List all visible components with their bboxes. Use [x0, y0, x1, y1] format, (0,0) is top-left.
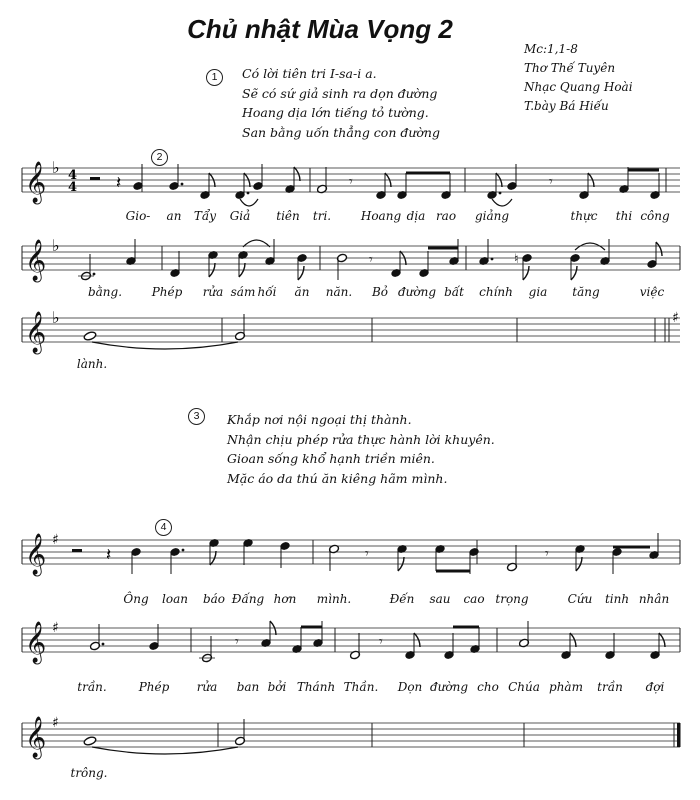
song-title: Chủ nhật Mùa Vọng 2	[187, 14, 453, 44]
lyric-syllable: Phép	[138, 680, 170, 694]
lyric-syllable: hơn	[273, 592, 297, 606]
flat-icon: ♭	[52, 236, 60, 255]
note-dot	[491, 258, 494, 261]
lyric-syllable: nhân	[638, 592, 670, 606]
lyric-syllable: dịa	[406, 209, 426, 223]
treble-clef-icon: 𝄞	[25, 534, 47, 575]
lyric-syllable: ban	[236, 680, 260, 694]
scripture-ref: Mc:1,1-8	[524, 42, 578, 56]
half-rest	[72, 549, 82, 552]
lyric-syllable: tiên	[276, 209, 300, 223]
time-signature-top: 4	[68, 168, 78, 183]
lyric-syllable: rao	[435, 209, 457, 223]
lyric-syllable: tăng	[572, 285, 600, 299]
lyric-syllable: đường	[429, 680, 469, 694]
verse-3-line: Khắp nơi nội ngoại thị thành.	[227, 412, 412, 427]
natural-icon: ♮	[514, 252, 519, 267]
tie-arc	[492, 199, 512, 206]
final-barline	[677, 723, 681, 747]
lyric-syllable: thi	[615, 209, 633, 223]
note-flag	[656, 242, 662, 256]
lyric-syllable: lành.	[76, 357, 108, 371]
verse-3-number: 3	[188, 408, 205, 425]
treble-clef-icon: 𝄞	[25, 717, 47, 758]
eighth-rest: 𝄾	[545, 546, 549, 562]
sharp-icon: ♯	[52, 715, 59, 731]
eighth-rest: 𝄾	[379, 634, 383, 650]
lyric-syllable: Cứu	[567, 592, 593, 606]
lyric-syllable: bất	[444, 285, 464, 299]
lyric-syllable: đợi	[645, 680, 665, 694]
rehearsal-mark-2: 2	[151, 149, 168, 166]
tie-arc	[575, 243, 605, 250]
lyric-syllable: chính	[479, 285, 513, 299]
note-dot	[102, 643, 105, 646]
tie-arc	[92, 747, 238, 754]
lyric-syllable: trọng	[495, 592, 529, 606]
flat-icon: ♭	[52, 158, 60, 177]
lyric-syllable: trần.	[77, 680, 107, 694]
lyric-syllable: mình.	[316, 592, 352, 606]
treble-clef-icon: 𝄞	[25, 622, 47, 663]
lyric-syllable: an	[166, 209, 182, 223]
lyric-syllable: hối	[257, 285, 277, 299]
lyric-syllable: cho	[477, 680, 499, 694]
lyric-syllable: gia	[528, 285, 548, 299]
lyric-syllable: rửa	[196, 680, 218, 694]
lyric-syllable: Thần.	[343, 680, 379, 694]
verse-3-line: Gioan sống khổ hạnh triền miên.	[227, 451, 435, 466]
lyric-syllable: trông.	[70, 766, 108, 780]
lyric-syllable: năn.	[325, 285, 353, 299]
lyric-syllable: Dọn	[397, 680, 423, 694]
flat-icon: ♭	[52, 308, 60, 327]
verse-1-line: San bằng uốn thẳng con đường	[242, 124, 440, 140]
lyric-syllable: bằng.	[87, 285, 123, 299]
lyric-syllable: cao	[463, 592, 485, 606]
note-head	[83, 331, 97, 341]
note-dot	[93, 273, 96, 276]
lyric-syllable: sau	[429, 592, 451, 606]
lyric-syllable: Gio-	[125, 209, 151, 223]
eighth-rest: 𝄾	[235, 634, 239, 650]
sharp-icon: ♯	[52, 620, 59, 636]
note-dot	[247, 192, 250, 195]
rehearsal-mark-4: 4	[155, 519, 172, 536]
eighth-rest: 𝄾	[349, 174, 353, 190]
verse-1-line: Sẽ có sứ giả sinh ra dọn đường	[242, 85, 438, 101]
note-head	[83, 736, 97, 746]
lyric-syllable: bởi	[267, 680, 287, 694]
treble-clef-icon: 𝄞	[25, 162, 47, 203]
lyric-syllable: sám	[230, 285, 256, 299]
arranger-credit: T.bày Bá Hiếu	[524, 99, 609, 113]
lyric-syllable: trần	[597, 680, 623, 694]
treble-clef-icon: 𝄞	[25, 312, 47, 353]
eighth-rest: 𝄾	[365, 546, 369, 562]
lyric-syllable: tri.	[312, 209, 332, 223]
verse-1-number: 1	[206, 69, 223, 86]
lyric-syllable: Chúa	[508, 680, 540, 694]
lyric-syllable: giảng	[474, 209, 510, 223]
lyric-syllable: báo	[202, 592, 226, 606]
half-rest	[90, 177, 100, 180]
lyric-syllable: việc	[639, 285, 665, 299]
sharp-icon: ♯	[672, 310, 679, 326]
verse-3-line: Mặc áo da thú ăn kiêng hãm mình.	[227, 470, 448, 486]
lyric-syllable: Đến	[389, 592, 415, 606]
lyric-syllable: phàm	[549, 680, 583, 694]
verse-1-line: Có lời tiên tri I-sa-i a.	[242, 66, 377, 81]
verse-1-line: Hoang dịa lớn tiếng tỏ tường.	[242, 105, 429, 120]
quarter-rest: 𝄽	[116, 173, 122, 193]
lyric-syllable: loan	[162, 592, 188, 606]
note-flag	[571, 266, 577, 280]
lyric-syllable: công	[640, 209, 670, 223]
lyric-syllable: Thánh	[296, 680, 336, 694]
lyric-syllable: đường	[397, 285, 437, 299]
eighth-rest: 𝄾	[549, 174, 553, 190]
poet-credit: Thơ Thế Tuyên	[524, 61, 616, 75]
lyric-syllable: thực	[570, 209, 598, 223]
tie-arc	[240, 199, 258, 206]
note-dot	[499, 192, 502, 195]
time-signature-bottom: 4	[68, 180, 78, 195]
lyric-syllable: Giả	[229, 209, 251, 223]
lyric-syllable: tinh	[604, 592, 630, 606]
lyric-syllable: Phép	[151, 285, 183, 299]
tie-arc	[92, 342, 238, 349]
lyric-syllable: Đấng	[231, 592, 265, 606]
lyric-syllable: Hoang	[360, 209, 402, 223]
quarter-rest: 𝄽	[106, 545, 112, 565]
treble-clef-icon: 𝄞	[25, 240, 47, 281]
lyric-syllable: Ông	[123, 592, 149, 606]
lyric-syllable: Bỏ	[371, 285, 389, 299]
eighth-rest: 𝄾	[369, 252, 373, 268]
sharp-icon: ♯	[52, 532, 59, 548]
note-dot	[182, 549, 185, 552]
lyric-syllable: Tẩy	[193, 209, 217, 223]
note-flag	[523, 266, 529, 280]
composer-credit: Nhạc Quang Hoài	[524, 80, 633, 94]
verse-3-line: Nhận chịu phép rửa thực hành lời khuyên.	[227, 431, 495, 447]
note-flag	[298, 266, 304, 280]
lyric-syllable: rửa	[202, 285, 224, 299]
note-dot	[181, 183, 184, 186]
lyric-syllable: ăn	[294, 285, 310, 299]
